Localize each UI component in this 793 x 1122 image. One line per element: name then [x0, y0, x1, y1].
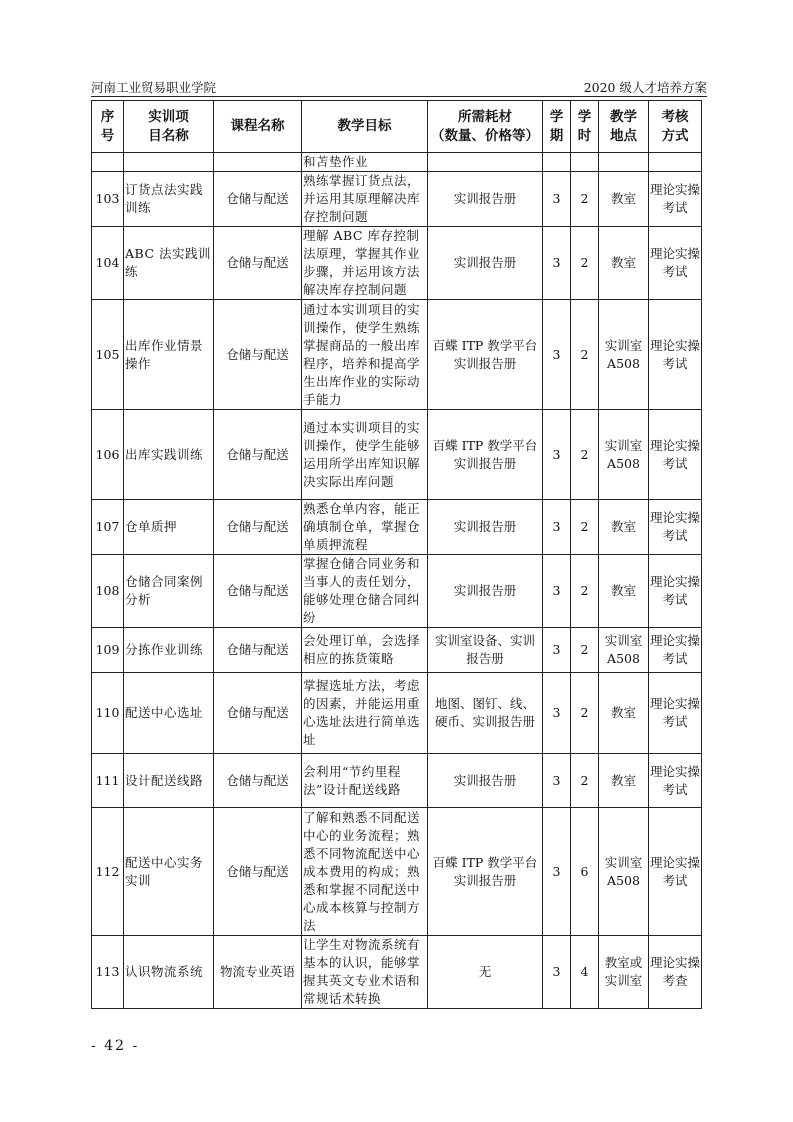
- col-hours-cell: 2: [571, 555, 599, 628]
- table-row: [92, 754, 702, 808]
- col-materials-cell: 百蝶 ITP 教学平台实训报告册: [428, 300, 543, 410]
- col-place-cell: 实训室A508: [599, 410, 649, 500]
- col-place-header-line: 教学: [610, 108, 637, 125]
- col-term-cell: 3: [543, 555, 571, 628]
- col-no-cell: 105: [92, 300, 124, 410]
- col-goal-cell: 通过本实训项目的实训操作，使学生能够运用所学出库知识解决实际出库问题: [302, 410, 428, 500]
- col-name-cell: [124, 153, 214, 172]
- col-name-cell: 仓储合同案例分析: [124, 555, 214, 628]
- col-hours-cell: 2: [571, 227, 599, 300]
- table-row: [92, 410, 702, 500]
- header-row: [92, 101, 702, 153]
- col-place-cell: [599, 153, 649, 172]
- col-goal-cell: 会利用“节约里程法”设计配送线路: [302, 754, 428, 808]
- table-row: [92, 808, 702, 936]
- col-name-header-line: 实训项: [148, 108, 189, 125]
- col-no-cell: 112: [92, 808, 124, 936]
- col-hours-cell: 2: [571, 410, 599, 500]
- col-goal-cell: 熟练掌握订货点法，并运用其原理解决库存控制问题: [302, 172, 428, 227]
- col-goal-cell: 掌握选址方法，考虑的因素，并能运用重心选址法进行简单选址: [302, 673, 428, 754]
- table-row: [92, 300, 702, 410]
- col-exam-cell: [649, 153, 702, 172]
- col-name-cell: 配送中心实务实训: [124, 808, 214, 936]
- col-materials-header-line: 所需耗材: [458, 108, 512, 125]
- col-name-cell: 分拣作业训练: [124, 628, 214, 673]
- col-term-header-line: 学: [549, 108, 564, 125]
- col-place-header-line: 地点: [610, 127, 637, 144]
- training-table: [91, 100, 702, 1009]
- col-exam-cell: 理论实操考试: [649, 673, 702, 754]
- col-exam-cell: 理论实操考试: [649, 628, 702, 673]
- col-course-cell: 仓储与配送: [214, 410, 302, 500]
- col-materials-cell: 无: [428, 936, 543, 1009]
- col-materials-cell: 实训室设备、实训报告册: [428, 628, 543, 673]
- col-exam-cell: 理论实操考试: [649, 300, 702, 410]
- col-term-cell: 3: [543, 410, 571, 500]
- col-term-cell: [543, 153, 571, 172]
- col-course-cell: 仓储与配送: [214, 808, 302, 936]
- col-materials-cell: [428, 153, 543, 172]
- col-goal-cell: 通过本实训项目的实训操作，使学生熟练掌握商品的一般出库程序，培养和提高学生出库作业的实际动手能力: [302, 300, 428, 410]
- col-name-header: [124, 101, 214, 153]
- table-row: [92, 172, 702, 227]
- col-exam-cell: 理论实操考试: [649, 808, 702, 936]
- col-hours-cell: 2: [571, 754, 599, 808]
- col-no-cell: 104: [92, 227, 124, 300]
- col-term-cell: 3: [543, 754, 571, 808]
- table-row: [92, 227, 702, 300]
- col-materials-cell: 地图、图钉、线、硬币、实训报告册: [428, 673, 543, 754]
- col-place-cell: 教室: [599, 754, 649, 808]
- col-course-cell: [214, 153, 302, 172]
- col-term-cell: 3: [543, 500, 571, 555]
- col-course-cell: 仓储与配送: [214, 555, 302, 628]
- col-no-cell: 110: [92, 673, 124, 754]
- col-goal-cell: 掌握仓储合同业务和当事人的责任划分，能够处理仓储合同纠纷: [302, 555, 428, 628]
- col-hours-header: [571, 101, 599, 153]
- table-row: [92, 628, 702, 673]
- col-term-cell: 3: [543, 808, 571, 936]
- col-no-cell: 109: [92, 628, 124, 673]
- col-goal-cell: 了解和熟悉不同配送中心的业务流程；熟悉不同物流配送中心成本费用的构成；熟悉和掌握不同配送中心成本核算与控制方法: [302, 808, 428, 936]
- col-place-cell: 教室: [599, 227, 649, 300]
- col-goal-cell: 让学生对物流系统有基本的认识，能够掌握其英文专业术语和常规话术转换: [302, 936, 428, 1009]
- col-no-header-line: 号: [100, 127, 115, 144]
- col-exam-header-line: 方式: [661, 127, 689, 144]
- col-place-cell: 教室: [599, 172, 649, 227]
- col-goal-cell: 和苫垫作业: [302, 153, 428, 172]
- col-course-cell: 仓储与配送: [214, 754, 302, 808]
- col-name-cell: 仓单质押: [124, 500, 214, 555]
- col-exam-cell: 理论实操考试: [649, 555, 702, 628]
- col-no-cell: 107: [92, 500, 124, 555]
- col-exam-cell: 理论实操考试: [649, 500, 702, 555]
- col-name-cell: ABC 法实践训练: [124, 227, 214, 300]
- table-row: [92, 500, 702, 555]
- col-hours-cell: 2: [571, 300, 599, 410]
- col-place-cell: 实训室A508: [599, 628, 649, 673]
- col-course-cell: 仓储与配送: [214, 172, 302, 227]
- col-exam-cell: 理论实操考试: [649, 227, 702, 300]
- col-course-header: [214, 101, 302, 153]
- col-exam-cell: 理论实操考试: [649, 410, 702, 500]
- col-term-cell: 3: [543, 172, 571, 227]
- col-exam-header: [649, 101, 702, 153]
- col-materials-header: [428, 101, 543, 153]
- col-hours-header-line: 时: [577, 127, 592, 144]
- col-no-cell: 111: [92, 754, 124, 808]
- continuation-row: [92, 153, 702, 172]
- col-hours-cell: 6: [571, 808, 599, 936]
- col-no-cell: 103: [92, 172, 124, 227]
- col-hours-cell: 2: [571, 628, 599, 673]
- col-materials-header-line: （数量、价格等）: [431, 127, 539, 144]
- col-materials-cell: 实训报告册: [428, 754, 543, 808]
- col-materials-cell: 实训报告册: [428, 227, 543, 300]
- col-name-cell: 认识物流系统: [124, 936, 214, 1009]
- col-materials-cell: 实训报告册: [428, 172, 543, 227]
- col-goal-header: [302, 101, 428, 153]
- col-course-cell: 仓储与配送: [214, 227, 302, 300]
- col-place-cell: 实训室A508: [599, 300, 649, 410]
- col-name-cell: 订货点法实践训练: [124, 172, 214, 227]
- header-school: 河南工业贸易职业学院: [91, 80, 217, 95]
- col-name-cell: 出库实践训练: [124, 410, 214, 500]
- col-goal-cell: 会处理订单，会选择相应的拣货策略: [302, 628, 428, 673]
- col-no-cell: 108: [92, 555, 124, 628]
- page-header: [91, 76, 707, 97]
- table-row: [92, 555, 702, 628]
- col-name-header-line: 目名称: [148, 127, 189, 144]
- col-place-cell: 教室或实训室: [599, 936, 649, 1009]
- col-no-cell: 106: [92, 410, 124, 500]
- col-term-cell: 3: [543, 227, 571, 300]
- col-no-cell: [92, 153, 124, 172]
- col-term-cell: 3: [543, 628, 571, 673]
- col-course-cell: 物流专业英语: [214, 936, 302, 1009]
- col-term-cell: 3: [543, 673, 571, 754]
- col-term-header: [543, 101, 571, 153]
- col-hours-cell: 4: [571, 936, 599, 1009]
- col-name-cell: 配送中心选址: [124, 673, 214, 754]
- col-name-cell: 设计配送线路: [124, 754, 214, 808]
- col-place-cell: 教室: [599, 500, 649, 555]
- col-no-header-line: 序: [100, 108, 115, 125]
- col-place-cell: 教室: [599, 673, 649, 754]
- col-exam-cell: 理论实操考试: [649, 172, 702, 227]
- page-number: - 42 -: [91, 1038, 140, 1054]
- col-exam-header-line: 考核: [661, 108, 689, 125]
- col-materials-cell: 实训报告册: [428, 500, 543, 555]
- col-term-cell: 3: [543, 300, 571, 410]
- col-course-header-line: 课程名称: [230, 118, 285, 134]
- col-term-header-line: 期: [549, 127, 564, 144]
- col-hours-header-line: 学: [577, 108, 592, 125]
- table-row: [92, 673, 702, 754]
- col-goal-cell: 理解 ABC 库存控制法原理，掌握其作业步骤，并运用该方法解决库存控制问题: [302, 227, 428, 300]
- col-materials-cell: 百蝶 ITP 教学平台实训报告册: [428, 410, 543, 500]
- col-no-header: [92, 101, 124, 153]
- col-name-cell: 出库作业情景操作: [124, 300, 214, 410]
- col-exam-cell: 理论实操考试: [649, 754, 702, 808]
- col-course-cell: 仓储与配送: [214, 628, 302, 673]
- col-term-cell: 3: [543, 936, 571, 1009]
- col-hours-cell: [571, 153, 599, 172]
- col-exam-cell: 理论实操考查: [649, 936, 702, 1009]
- col-no-cell: 113: [92, 936, 124, 1009]
- col-materials-cell: 百蝶 ITP 教学平台实训报告册: [428, 808, 543, 936]
- col-place-header: [599, 101, 649, 153]
- col-hours-cell: 2: [571, 500, 599, 555]
- col-hours-cell: 2: [571, 172, 599, 227]
- col-materials-cell: 实训报告册: [428, 555, 543, 628]
- table-row: [92, 936, 702, 1009]
- col-course-cell: 仓储与配送: [214, 673, 302, 754]
- col-place-cell: 教室: [599, 555, 649, 628]
- header-plan: 2020 级人才培养方案: [583, 80, 707, 95]
- col-course-cell: 仓储与配送: [214, 500, 302, 555]
- col-course-cell: 仓储与配送: [214, 300, 302, 410]
- col-goal-cell: 熟悉仓单内容，能正确填制仓单，掌握仓单质押流程: [302, 500, 428, 555]
- col-hours-cell: 2: [571, 673, 599, 754]
- col-place-cell: 实训室A508: [599, 808, 649, 936]
- col-goal-header-line: 教学目标: [337, 118, 392, 134]
